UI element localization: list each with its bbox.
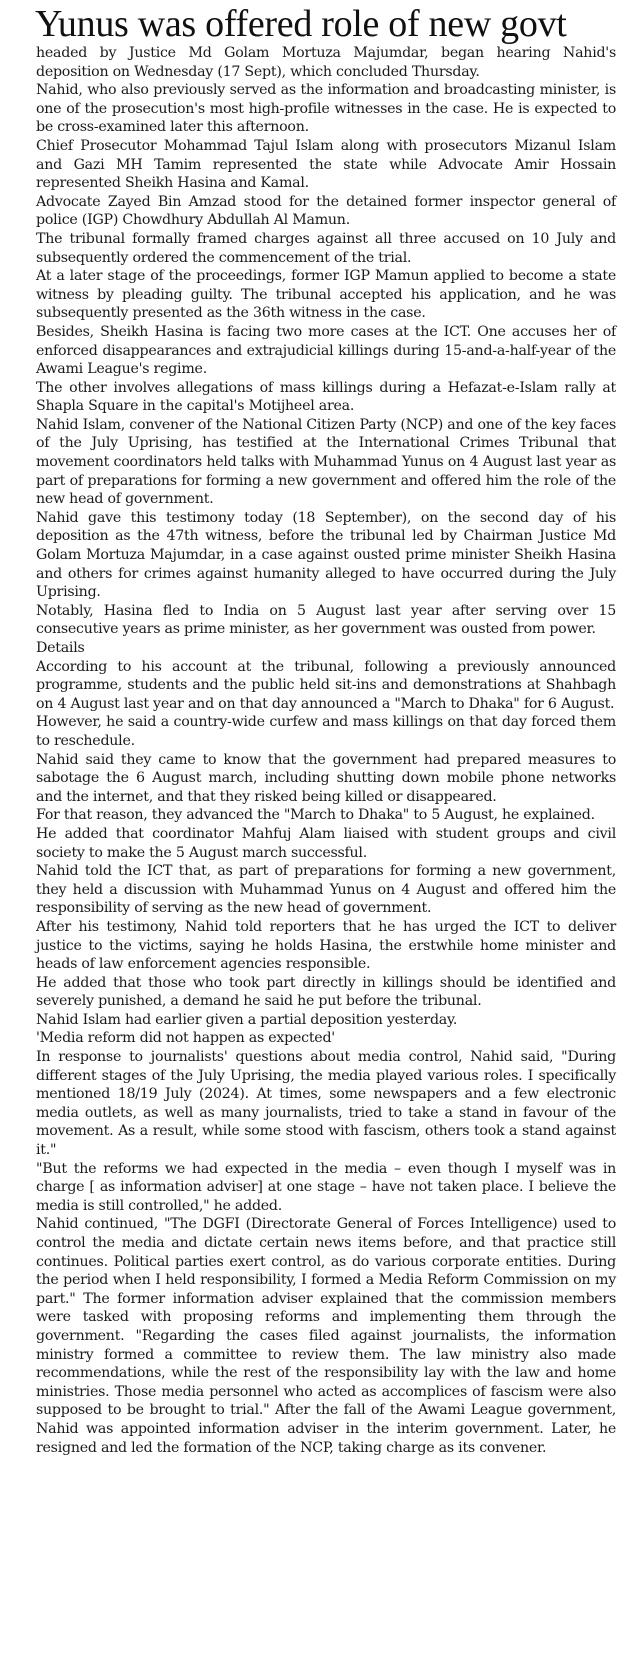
article-paragraph: For that reason, they advanced the "March to Dhaka" to 5 August, he explained. xyxy=(36,807,595,824)
article-paragraph: Nahid Islam had earlier given a partial deposition yesterday. xyxy=(36,1011,458,1028)
article-paragraph: Advocate Zayed Bin Amzad stood for the detained former inspector general of police (IGP) Chowdhury Abdullah Al Mamun. xyxy=(36,193,616,229)
article-paragraph: However, he said a country-wide curfew and mass killings on that day forced them to reschedule. xyxy=(36,714,616,749)
article-paragraph: He added that coordinator Mahfuj Alam liaised with student groups and civil society to make the 5 August march successful. xyxy=(36,825,616,861)
article-paragraph: According to his account at the tribunal, following a previously announced programme, students and the public held sit-ins and demonstrations at Shahbagh on 4 August last year and on that day announced a "March to Dhaka" for 6 August. xyxy=(36,658,616,712)
article-headline: Yunus was offered role of new govt xyxy=(35,3,567,45)
article-paragraph: Nahid said they came to know that the government had prepared measures to sabotage the 6 August march, including shutting down mobile phone networks and the internet, and that they risked being killed or disappeared. xyxy=(36,751,616,805)
article-paragraph: headed by Justice Md Golam Mortuza Majumdar, began hearing Nahid's deposition on Wednesday (17 Sept), which concluded Thursday. xyxy=(36,45,616,80)
article-paragraph: The tribunal formally framed charges against all three accused on 10 July and subsequently ordered the commencement of the trial. xyxy=(36,230,616,266)
article-paragraph: After his testimony, Nahid told reporters that he has urged the ICT to deliver justice to the victims, saying he holds Hasina, the erstwhile home minister and heads of law enforcement agencies responsible. xyxy=(36,918,616,973)
article-paragraph: Nahid gave this testimony today (18 September), on the second day of his deposition as the 47th witness, before the tribunal led by Chairman Justice Md Golam Mortuza Majumdar, in a case against ousted prime minister Sheikh Hasina and others for crimes against humanity alleged to have occurred during the July Uprising. xyxy=(36,509,616,601)
article-paragraph: He added that those who took part directly in killings should be identified and severely punished, a demand he said he put before the tribunal. xyxy=(36,974,616,1010)
article-paragraph: Nahid, who also previously served as the information and broadcasting minister, is one of the prosecution's most high-profile witnesses in the case. He is expected to be cross-examined later this afternoon. xyxy=(36,82,616,136)
section-heading-details: Details xyxy=(36,640,85,656)
article-paragraph: Nahid told the ICT that, as part of preparations for forming a new government, they held a discussion with Muhammad Yunus on 4 August and offered him the responsibility of serving as the new head of government. xyxy=(36,863,616,917)
article-paragraph: Nahid Islam, convener of the National Citizen Party (NCP) and one of the key faces of the July Uprising, has testified at the International Crimes Tribunal that movement coordinators held talks with Muhammad Yunus on 4 August last year as part of preparations for forming a new government and offered him the role of the new head of government. xyxy=(36,416,616,508)
article-paragraph: Besides, Sheikh Hasina is facing two more cases at the ICT. One accuses her of enforced disappearances and extrajudicial killings during 15-and-a-half-year of the Awami League's regime. xyxy=(36,323,616,378)
section-heading-media-reform: 'Media reform did not happen as expected' xyxy=(36,1030,335,1047)
article-paragraph: "But the reforms we had expected in the media – even though I myself was in charge [ as information adviser] at one stage – have not taken place. I believe the media is still controlled," he added. xyxy=(36,1160,616,1214)
article-paragraph: The other involves allegations of mass killings during a Hefazat-e-Islam rally at Shapla Square in the capital's Motijheel area. xyxy=(36,379,616,415)
article-paragraph: Nahid continued, "The DGFI (Directorate General of Forces Intelligence) used to control the media and dictate certain news items before, and that practice still continues. Political parties exert control, as do various corporate entities. During the period when I held responsibility, I formed a Media Reform Commission on my part." The former information adviser explained that the commission members were tasked with proposing reforms and implementing them through the government. "Regarding the cases filed against journalists, the information ministry formed a committee to review them. The law ministry also made recommendations, while the rest of the responsibility lay with the law and home ministries. Those media personnel who acted as accomplices of fascism were also supposed to be brought to trial." After the fall of the Awami League government, Nahid was appointed information adviser in the interim government. Later, he resigned and led the formation of the NCP, taking charge as its convener. xyxy=(36,1216,616,1456)
article-paragraph: In response to journalists' questions about media control, Nahid said, "During different stages of the July Uprising, the media played various roles. I specifically mentioned 18/19 July (2024). At times, some newspapers and a few electronic media outlets, as well as many journalists, tried to take a stand in favour of the movement. As a result, while some stood with fascism, others took a stand against it." xyxy=(36,1049,616,1159)
article-paragraph: Chief Prosecutor Mohammad Tajul Islam along with prosecutors Mizanul Islam and Gazi MH Tamim represented the state while Advocate Amir Hossain represented Sheikh Hasina and Kamal. xyxy=(36,137,616,192)
article-paragraph: At a later stage of the proceedings, former IGP Mamun applied to become a state witness by pleading guilty. The tribunal accepted his application, and he was subsequently presented as the 36th witness in the case. xyxy=(36,268,616,322)
article-body xyxy=(36,44,616,1457)
article-paragraph: Notably, Hasina fled to India on 5 August last year after serving over 15 consecutive years as prime minister, as her government was ousted from power. xyxy=(36,602,616,638)
